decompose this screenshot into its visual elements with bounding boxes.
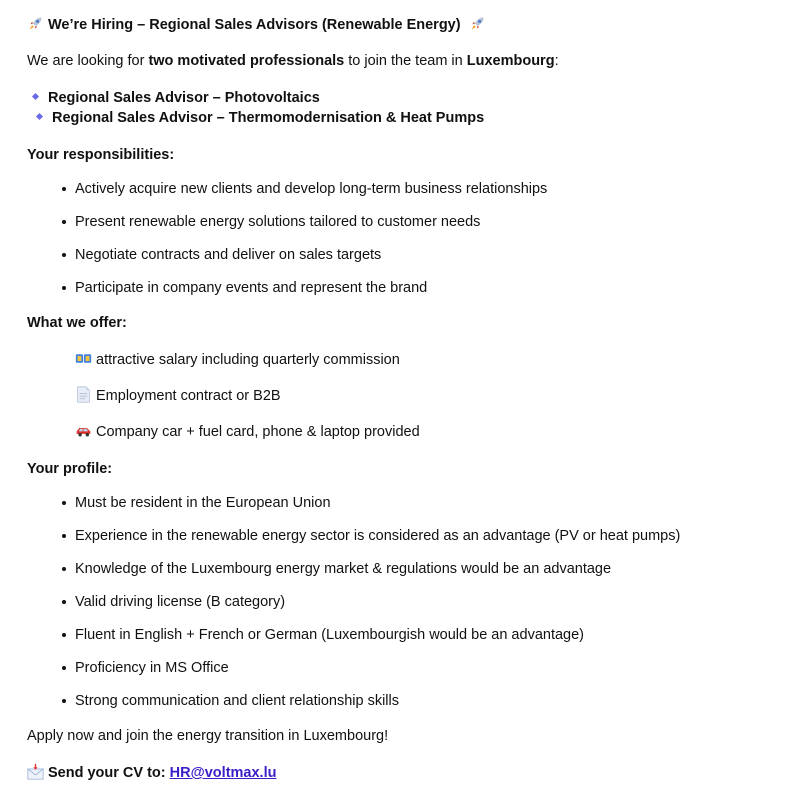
intro-paragraph bbox=[27, 51, 559, 71]
car-icon bbox=[75, 422, 92, 439]
offer-text: attractive salary including quarterly commission bbox=[96, 352, 400, 368]
envelope-icon bbox=[27, 763, 44, 780]
page-title bbox=[27, 15, 490, 35]
intro-count: two motivated professionals bbox=[148, 53, 345, 69]
closing-text: Apply now and join the energy transition in Luxembourg! bbox=[27, 728, 389, 744]
intro-text: : bbox=[554, 53, 559, 69]
rocket-icon bbox=[469, 15, 486, 32]
list-item: Participate in company events and represent the brand bbox=[75, 280, 428, 296]
intro-text: to join the team in bbox=[344, 53, 467, 69]
offer-heading: What we offer: bbox=[27, 315, 127, 331]
list-item: Strong communication and client relationship skills bbox=[75, 693, 399, 709]
list-item: Present renewable energy solutions tailored to customer needs bbox=[75, 214, 481, 230]
list-item: Fluent in English + French or German (Luxembourgish would be an advantage) bbox=[75, 627, 584, 643]
list-item: Must be resident in the European Union bbox=[75, 495, 331, 511]
offer-item bbox=[75, 386, 281, 406]
offer-item bbox=[75, 422, 420, 442]
intro-text: We are looking for bbox=[27, 53, 149, 69]
profile-heading: Your profile: bbox=[27, 461, 113, 477]
responsibilities-heading: Your responsibilities: bbox=[27, 147, 175, 163]
list-item: Negotiate contracts and deliver on sales targets bbox=[75, 247, 382, 263]
position-label: Regional Sales Advisor – Thermomodernisation & Heat Pumps bbox=[52, 110, 485, 126]
list-item: Proficiency in MS Office bbox=[75, 660, 229, 676]
contact-label: Send your CV to: bbox=[48, 765, 170, 781]
diamond-bullet-icon bbox=[32, 93, 39, 100]
list-item: Valid driving license (B category) bbox=[75, 594, 286, 610]
money-icon bbox=[75, 350, 92, 367]
list-item: Experience in the renewable energy sector is considered as an advantage (PV or heat pumps) bbox=[75, 528, 681, 544]
contact-line bbox=[27, 763, 276, 783]
offer-item bbox=[75, 350, 400, 370]
position-item bbox=[37, 108, 484, 128]
position-label: Regional Sales Advisor – Photovoltaics bbox=[48, 90, 320, 106]
rocket-icon bbox=[27, 15, 44, 32]
intro-location: Luxembourg bbox=[466, 53, 555, 69]
diamond-bullet-icon bbox=[36, 113, 43, 120]
title-text: We’re Hiring – Regional Sales Advisors (Renewable Energy) bbox=[48, 17, 461, 33]
offer-text: Company car + fuel card, phone & laptop provided bbox=[96, 424, 420, 440]
position-item bbox=[33, 88, 320, 108]
list-item: Actively acquire new clients and develop long-term business relationships bbox=[75, 181, 548, 197]
email-link[interactable]: HR@voltmax.lu bbox=[169, 765, 277, 781]
offer-text: Employment contract or B2B bbox=[96, 388, 281, 404]
list-item: Knowledge of the Luxembourg energy market & regulations would be an advantage bbox=[75, 561, 612, 577]
document-icon bbox=[75, 386, 92, 403]
